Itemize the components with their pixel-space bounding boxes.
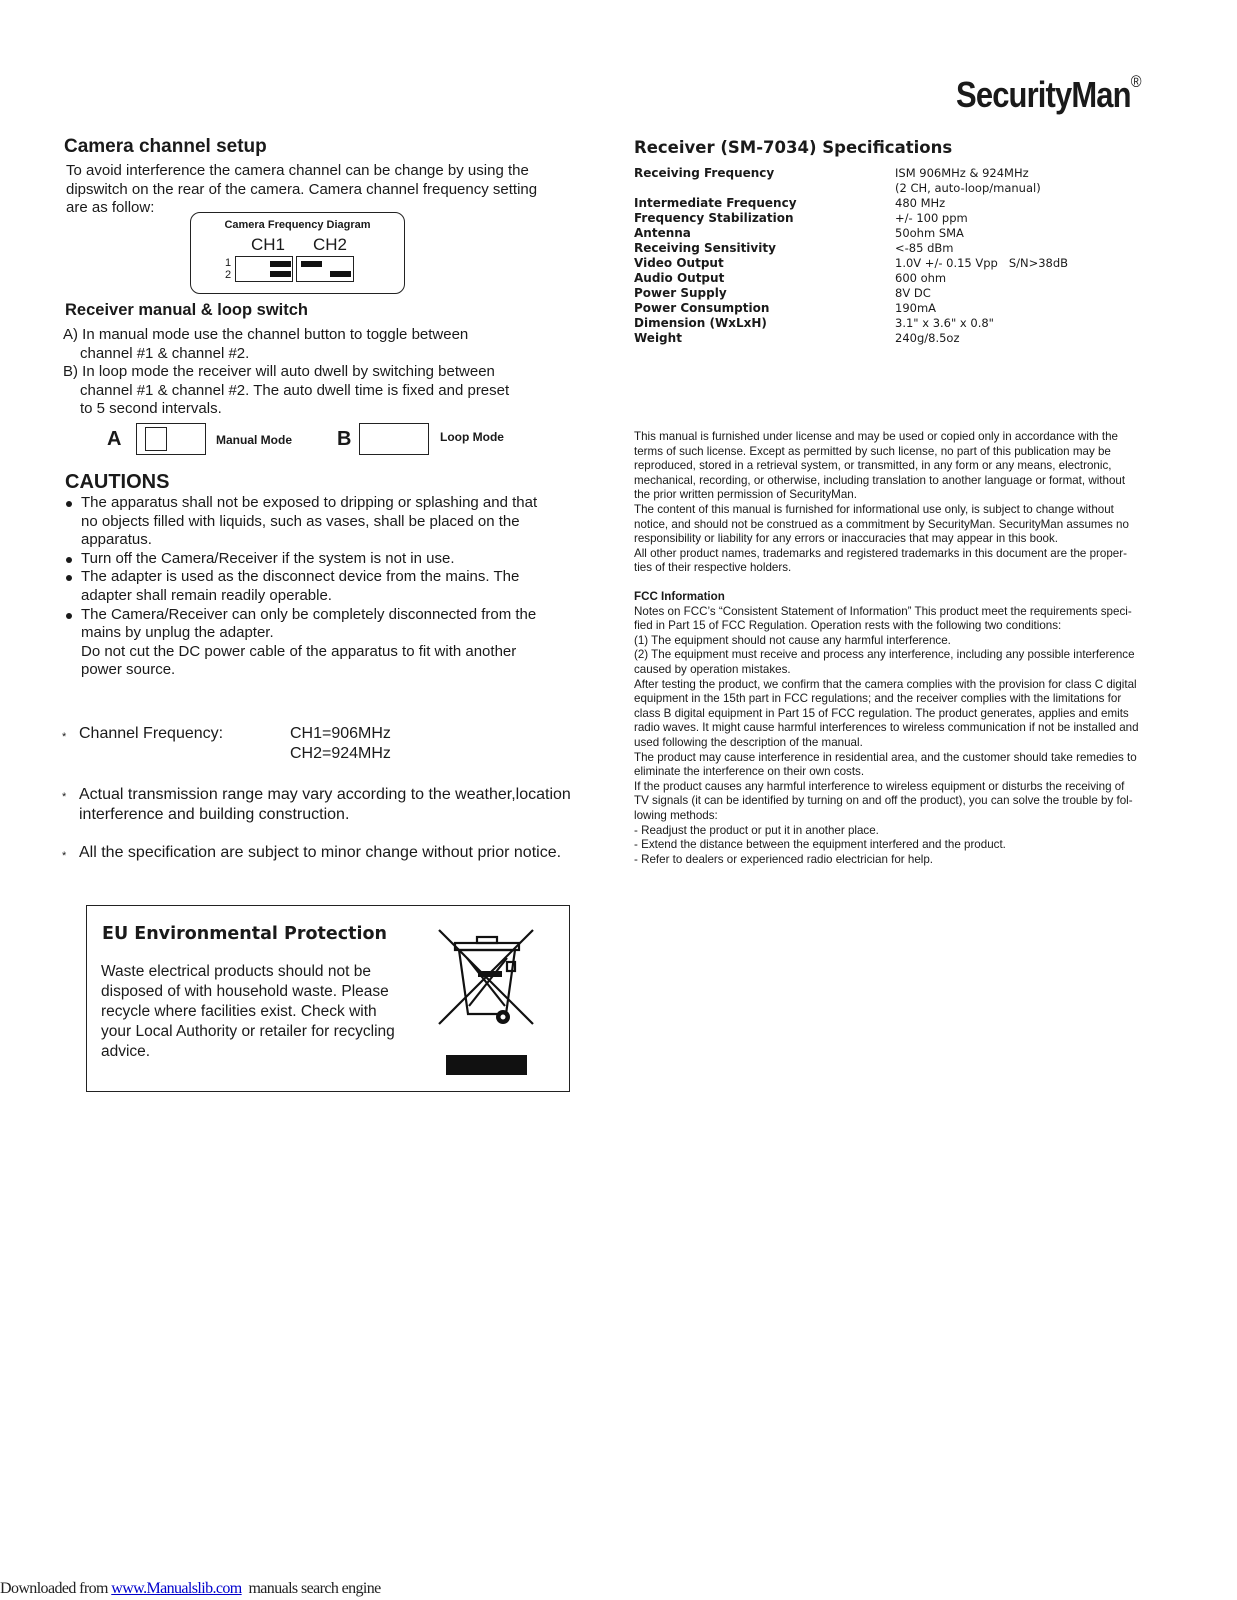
cautions-title: CAUTIONS xyxy=(65,471,170,493)
spec-value: 1.0V +/- 0.15 Vpp S/N>38dB xyxy=(895,256,1069,270)
footer-suffix: manuals search engine xyxy=(241,1580,381,1597)
spec-change-note: All the specification are subject to minor change without prior notice. xyxy=(79,844,562,861)
spec-key: Intermediate Frequency xyxy=(634,196,797,210)
caution-item: The Camera/Receiver can only be completely disconnected from the mains by unplug the adapter. Do not cut the DC power cable of the apparatus to fit with another power source. xyxy=(66,606,537,680)
caution-item: Turn off the Camera/Receiver if the system is not in use. xyxy=(66,550,537,569)
star-bullet-icon: * xyxy=(62,731,67,743)
spec-value: (2 CH, auto-loop/manual) xyxy=(895,181,1041,195)
text-line: are as follow: xyxy=(66,199,155,217)
text-line: A) In manual mode use the channel button to toggle between xyxy=(63,326,469,343)
fcc-title: FCC Information xyxy=(634,590,725,603)
bullet-icon xyxy=(66,557,72,563)
spec-key: Receiving Sensitivity xyxy=(634,241,776,255)
switch-knob xyxy=(145,427,167,451)
spec-key: Power Consumption xyxy=(634,301,770,315)
star-bullet-icon: * xyxy=(62,850,67,862)
mode-a-letter: A xyxy=(107,428,122,450)
diagram-row-2: 2 xyxy=(225,269,232,281)
eu-title: EU Environmental Protection xyxy=(102,924,387,944)
spec-value: 600 ohm xyxy=(895,271,947,285)
spec-value: 50ohm SMA xyxy=(895,226,964,240)
diagram-title: Camera Frequency Diagram xyxy=(224,219,371,231)
text-line: channel #1 & channel #2. xyxy=(80,344,250,362)
brand-name: SecurityMan xyxy=(956,74,1132,115)
bullet-icon xyxy=(66,501,72,507)
channel-setup-title: Camera channel setup xyxy=(64,136,267,157)
spec-key: Receiving Frequency xyxy=(634,166,775,180)
switch-2-up xyxy=(330,271,351,277)
camera-frequency-diagram xyxy=(190,212,405,294)
text-line: to 5 second intervals. xyxy=(80,400,222,418)
spec-value: 3.1" x 3.6" x 0.8" xyxy=(895,316,994,330)
dipswitch-ch1 xyxy=(235,256,293,282)
text-line: To avoid interference the camera channel can be change by using the xyxy=(66,162,529,179)
loop-mode-label: Loop Mode xyxy=(440,430,504,444)
eu-text: Waste electrical products should not be disposed of with household waste. Please recycle where facilities exist. Check with your Local Authority or retailer for recycling advice. xyxy=(101,963,395,1060)
spec-value: 8V DC xyxy=(895,286,931,300)
star-bullet-icon: * xyxy=(62,791,67,803)
caution-item: The apparatus shall not be exposed to dripping or splashing and that no objects filled with liquids, such as vases, shall be placed on the apparatus. xyxy=(66,494,537,550)
registered-mark: ® xyxy=(1131,72,1141,91)
switch-1-down xyxy=(301,261,322,267)
diagram-ch1-label: CH1 xyxy=(251,235,286,254)
switch-2-up xyxy=(270,271,291,277)
receiver-switch-title: Receiver manual & loop switch xyxy=(65,301,308,319)
loop-mode-switch xyxy=(359,423,429,455)
brand-logo xyxy=(956,74,1141,116)
spec-key: Antenna xyxy=(634,226,691,240)
switch-1-up xyxy=(270,261,291,267)
spec-key: Dimension (WxLxH) xyxy=(634,316,767,330)
eu-environmental-box xyxy=(86,905,570,1092)
channel-frequency-label: Channel Frequency: xyxy=(79,725,224,742)
manual-mode-label: Manual Mode xyxy=(216,433,293,447)
spec-value: ISM 906MHz & 924MHz xyxy=(895,166,1029,180)
spec-value: 480 MHz xyxy=(895,196,946,210)
eu-marking-bar xyxy=(446,1055,527,1075)
text-line: B) In loop mode the receiver will auto dwell by switching between xyxy=(63,363,495,381)
diagram-ch2-label: CH2 xyxy=(313,235,348,254)
spec-key: Power Supply xyxy=(634,286,727,300)
cautions-list xyxy=(66,494,537,680)
spec-key: Frequency Stabilization xyxy=(634,211,794,225)
bullet-icon xyxy=(66,613,72,619)
spec-value: +/- 100 ppm xyxy=(895,211,968,225)
channel-setup-text xyxy=(66,162,537,218)
download-footer xyxy=(0,1580,381,1598)
diagram-row-1: 1 xyxy=(225,257,232,269)
text-line: channel #1 & channel #2. The auto dwell time is fixed and preset xyxy=(80,381,510,399)
manualslib-link[interactable]: www.Manualslib.com xyxy=(111,1580,242,1597)
text-line: dipswitch on the rear of the camera. Camera channel frequency setting xyxy=(66,180,538,198)
channel-frequency-ch2: CH2=924MHz xyxy=(290,745,391,762)
caution-item: The adapter is used as the disconnect device from the mains. The adapter shall remain readily operable. xyxy=(66,568,537,605)
footer-prefix: Downloaded from xyxy=(0,1580,112,1597)
spec-value: 240g/8.5oz xyxy=(895,331,960,345)
spec-key: Weight xyxy=(634,331,682,345)
spec-value: 190mA xyxy=(895,301,937,315)
license-notice: This manual is furnished under license and may be used or copied only in accordance with the terms of such license. Except as permitted by such license, no part of this publication may be reproduced, stored in a retrieval system, or transmitted, in any form or any means, electronic, mechanical, recording, or otherwise, including translation to another language or format, without the prior written permission of SecurityMan. The content of this manual is furnished for informational use only, is subject to change without notice, and should not be construed as a commitment by SecurityMan. SecurityMan assumes no responsibility or liability for any errors or inaccuracies that may appear in this book. All other product names, trademarks and registered trademarks in this document are the proper- ties of their respective holders. xyxy=(634,430,1129,575)
receiver-switch-text xyxy=(63,326,509,419)
specs-title: Receiver (SM-7034) Specifications xyxy=(634,138,953,157)
spec-key: Audio Output xyxy=(634,271,725,285)
crossed-out-wheelie-bin-icon xyxy=(433,928,537,1028)
manual-mode-switch xyxy=(136,423,206,455)
spec-value: <-85 dBm xyxy=(895,241,954,255)
dipswitch-ch2 xyxy=(296,256,354,282)
channel-frequency-ch1: CH1=906MHz xyxy=(290,725,391,742)
range-note: Actual transmission range may vary according to the weather,location interference and building construction. xyxy=(79,786,571,823)
bullet-icon xyxy=(66,575,72,581)
mode-b-letter: B xyxy=(337,428,352,450)
fcc-information: FCC Information Notes on FCC’s “Consistent Statement of Information” This product meet the requirements speci- fied in Part 15 of FCC Regulation. Operation rests with the following two conditions: (1) The equipment should not cause any harmful interference. (2) The equipment must receive and process any interference, including any possible interference caused by operation mistakes. After testing the product, we confirm that the camera complies with the provision for class C digital equipment in the 15th part in FCC regulations; and the receiver complies with the limitations for class B digital equipment in Part 15 of FCC regulation. The product generates, applies and emits radio waves. It might cause harmful interferences to wireless communication if not be installed and used following the description of the manual. The product may cause interference in residential area, and the customer should take remedies to eliminate the interference on their own costs. If the product causes any harmful interference to wireless equipment or disturbs the receiving of TV signals (it can be identified by turning on and off the product), you can solve the trouble by fol- lowing methods: - Readjust the product or put it in another place. - Extend the distance between the equipment interfered and the product. - Refer to dealers or experienced radio electrician for help. xyxy=(634,590,1196,867)
spec-key: Video Output xyxy=(634,256,724,270)
